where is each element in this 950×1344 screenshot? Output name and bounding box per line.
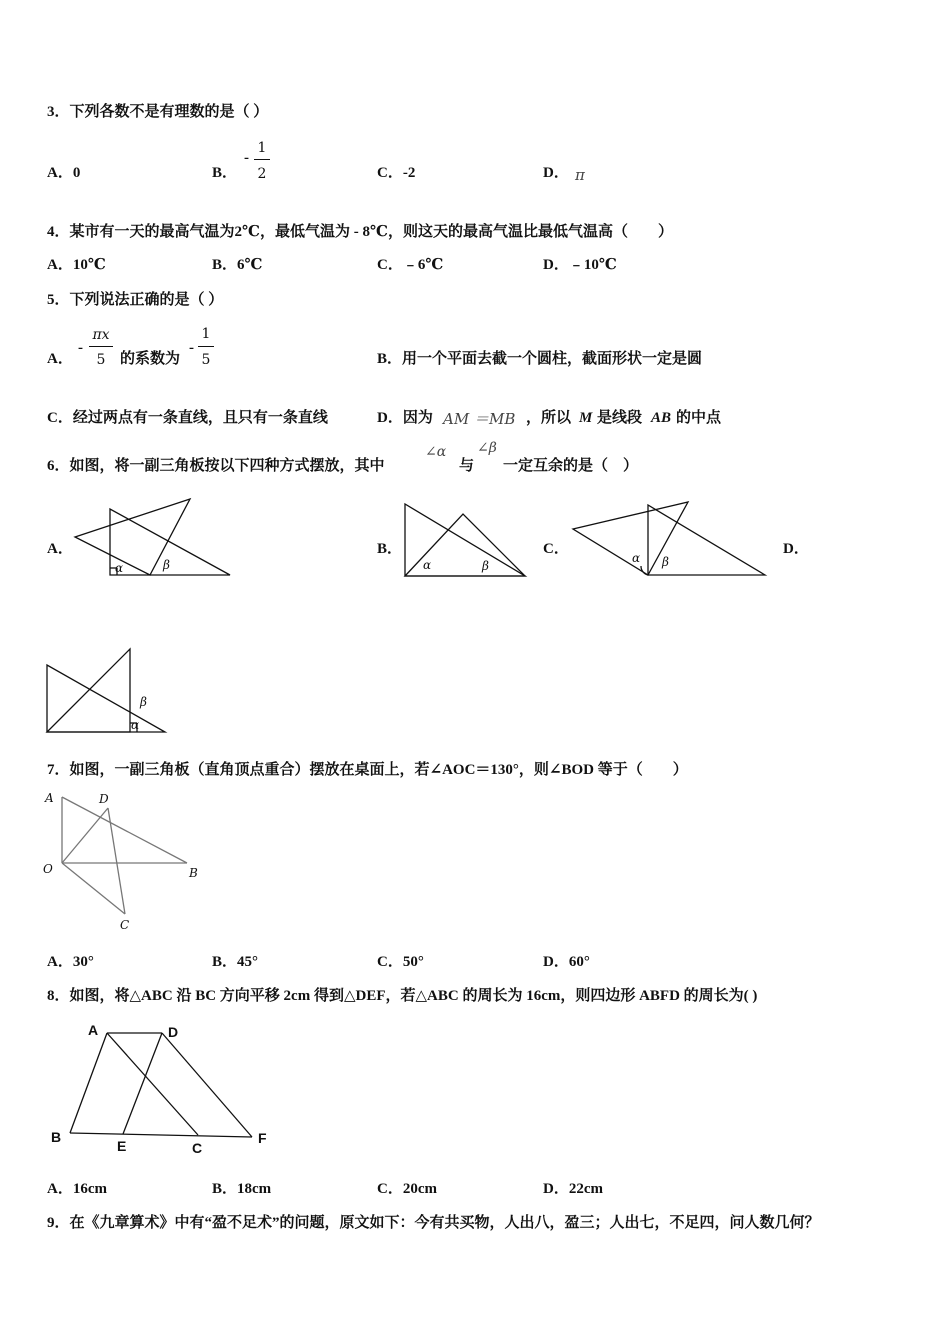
q3-stem: 3．下列各数不是有理数的是（ ） [47, 104, 269, 120]
q6-option-b: B． [377, 541, 403, 557]
q5-a-denominator2: 5 [201, 352, 211, 368]
point-label-a: A [88, 1022, 99, 1038]
q5-option-d-post: 的中点 [676, 410, 722, 426]
q7-option-a: A．30° [47, 954, 94, 970]
beta-label: β [482, 559, 489, 573]
q3-option-d-pi: π [575, 166, 585, 184]
q7-stem: 7．如图，一副三角板（直角顶点重合）摆放在桌面上，若∠AOC＝130°，则∠BOD 等于（ ） [47, 762, 688, 778]
q5-a-sign: - [78, 340, 83, 356]
q5-option-a-label: A． [47, 351, 73, 367]
alpha-label: α [632, 551, 641, 565]
point-label-b: B [189, 866, 198, 880]
q8-option-b: B．18cm [212, 1181, 272, 1197]
point-label-d: D [99, 792, 109, 806]
q6-option-c: C． [543, 541, 569, 557]
alpha-label: α [423, 558, 432, 572]
q3-b-numerator: 1 [257, 140, 267, 156]
q6-angle-alpha: ∠α [425, 444, 447, 460]
point-label-a: A [45, 791, 54, 805]
q4-option-b: B．6℃ [212, 257, 263, 273]
point-label-o: O [43, 862, 53, 876]
q3-option-d-label: D． [543, 165, 569, 181]
q4-stem: 4．某市有一天的最高气温为2℃，最低气温为 - 8℃，则这天的最高气温比最低气温高（ ） [47, 224, 673, 240]
q6-option-a: A． [47, 541, 73, 557]
alpha-label: α [115, 561, 124, 575]
q9-stem: 9．在《九章算术》中有“盈不足术”的问题，原文如下：今有共买物，人出八，盈三；人出七，不足四，问人数几何？ [47, 1215, 820, 1231]
q4-option-c: C．﹣6℃ [377, 257, 444, 273]
q3-option-a: A．0 [47, 165, 81, 181]
q5-option-d-math: AM ＝MB [443, 410, 516, 428]
q8-option-a: A．16cm [47, 1181, 107, 1197]
q5-option-c: C．经过两点有一条直线，且只有一条直线 [47, 410, 328, 426]
point-label-b: B [51, 1129, 62, 1145]
q5-stem: 5．下列说法正确的是（ ） [47, 292, 224, 308]
q8-option-c: C．20cm [377, 1181, 437, 1197]
q5-a-sign2: - [189, 340, 194, 356]
q3-option-b-sign: - [244, 150, 249, 166]
q3-option-c: C．-2 [377, 165, 416, 181]
q6-angle-beta: ∠β [477, 440, 497, 456]
q4-option-a: A．10℃ [47, 257, 106, 273]
point-label-c: C [192, 1140, 203, 1156]
q5-option-d-mid: ，所以 [526, 410, 572, 426]
q8-option-d: D．22cm [543, 1181, 603, 1197]
q6-stem-post: 一定互余的是（ ） [503, 458, 639, 474]
point-label-e: E [117, 1138, 127, 1154]
q5-option-d-pre: D．因为 [377, 410, 433, 426]
q5-a-numerator: πx [92, 327, 110, 343]
q3-option-b-label: B． [212, 165, 238, 181]
q7-option-c: C．50° [377, 954, 424, 970]
q4-option-d: D．﹣10℃ [543, 257, 617, 273]
q6-stem-mid: 与 [459, 458, 475, 474]
beta-label: β [662, 555, 669, 569]
q5-option-d-mid2: 是线段 [597, 410, 643, 426]
beta-label: β [140, 695, 147, 709]
q5-a-numerator2: 1 [201, 326, 211, 342]
q5-option-b: B．用一个平面去截一个圆柱，截面形状一定是圆 [377, 351, 703, 367]
q3-b-denominator: 2 [257, 166, 267, 182]
beta-label: β [163, 558, 170, 572]
point-label-c: C [120, 918, 130, 932]
point-label-f: F [258, 1130, 267, 1146]
q5-a-text: 的系数为 [120, 351, 181, 367]
q6-stem-pre: 6．如图，将一副三角板按以下四种方式摆放，其中 [47, 458, 385, 474]
q7-option-b: B．45° [212, 954, 259, 970]
q7-option-d: D．60° [543, 954, 590, 970]
point-label-d: D [168, 1024, 179, 1040]
q8-stem: 8．如图，将△ABC 沿 BC 方向平移 2cm 得到△DEF，若△ABC 的周长为 16cm，则四边形 ABFD 的周长为( ) [47, 988, 758, 1004]
q5-option-d-ab: AB [651, 410, 672, 426]
q5-a-denominator: 5 [96, 352, 106, 368]
q5-option-d-m: M [579, 410, 593, 426]
q6-option-d: D． [783, 541, 809, 557]
alpha-label: α [131, 718, 140, 732]
